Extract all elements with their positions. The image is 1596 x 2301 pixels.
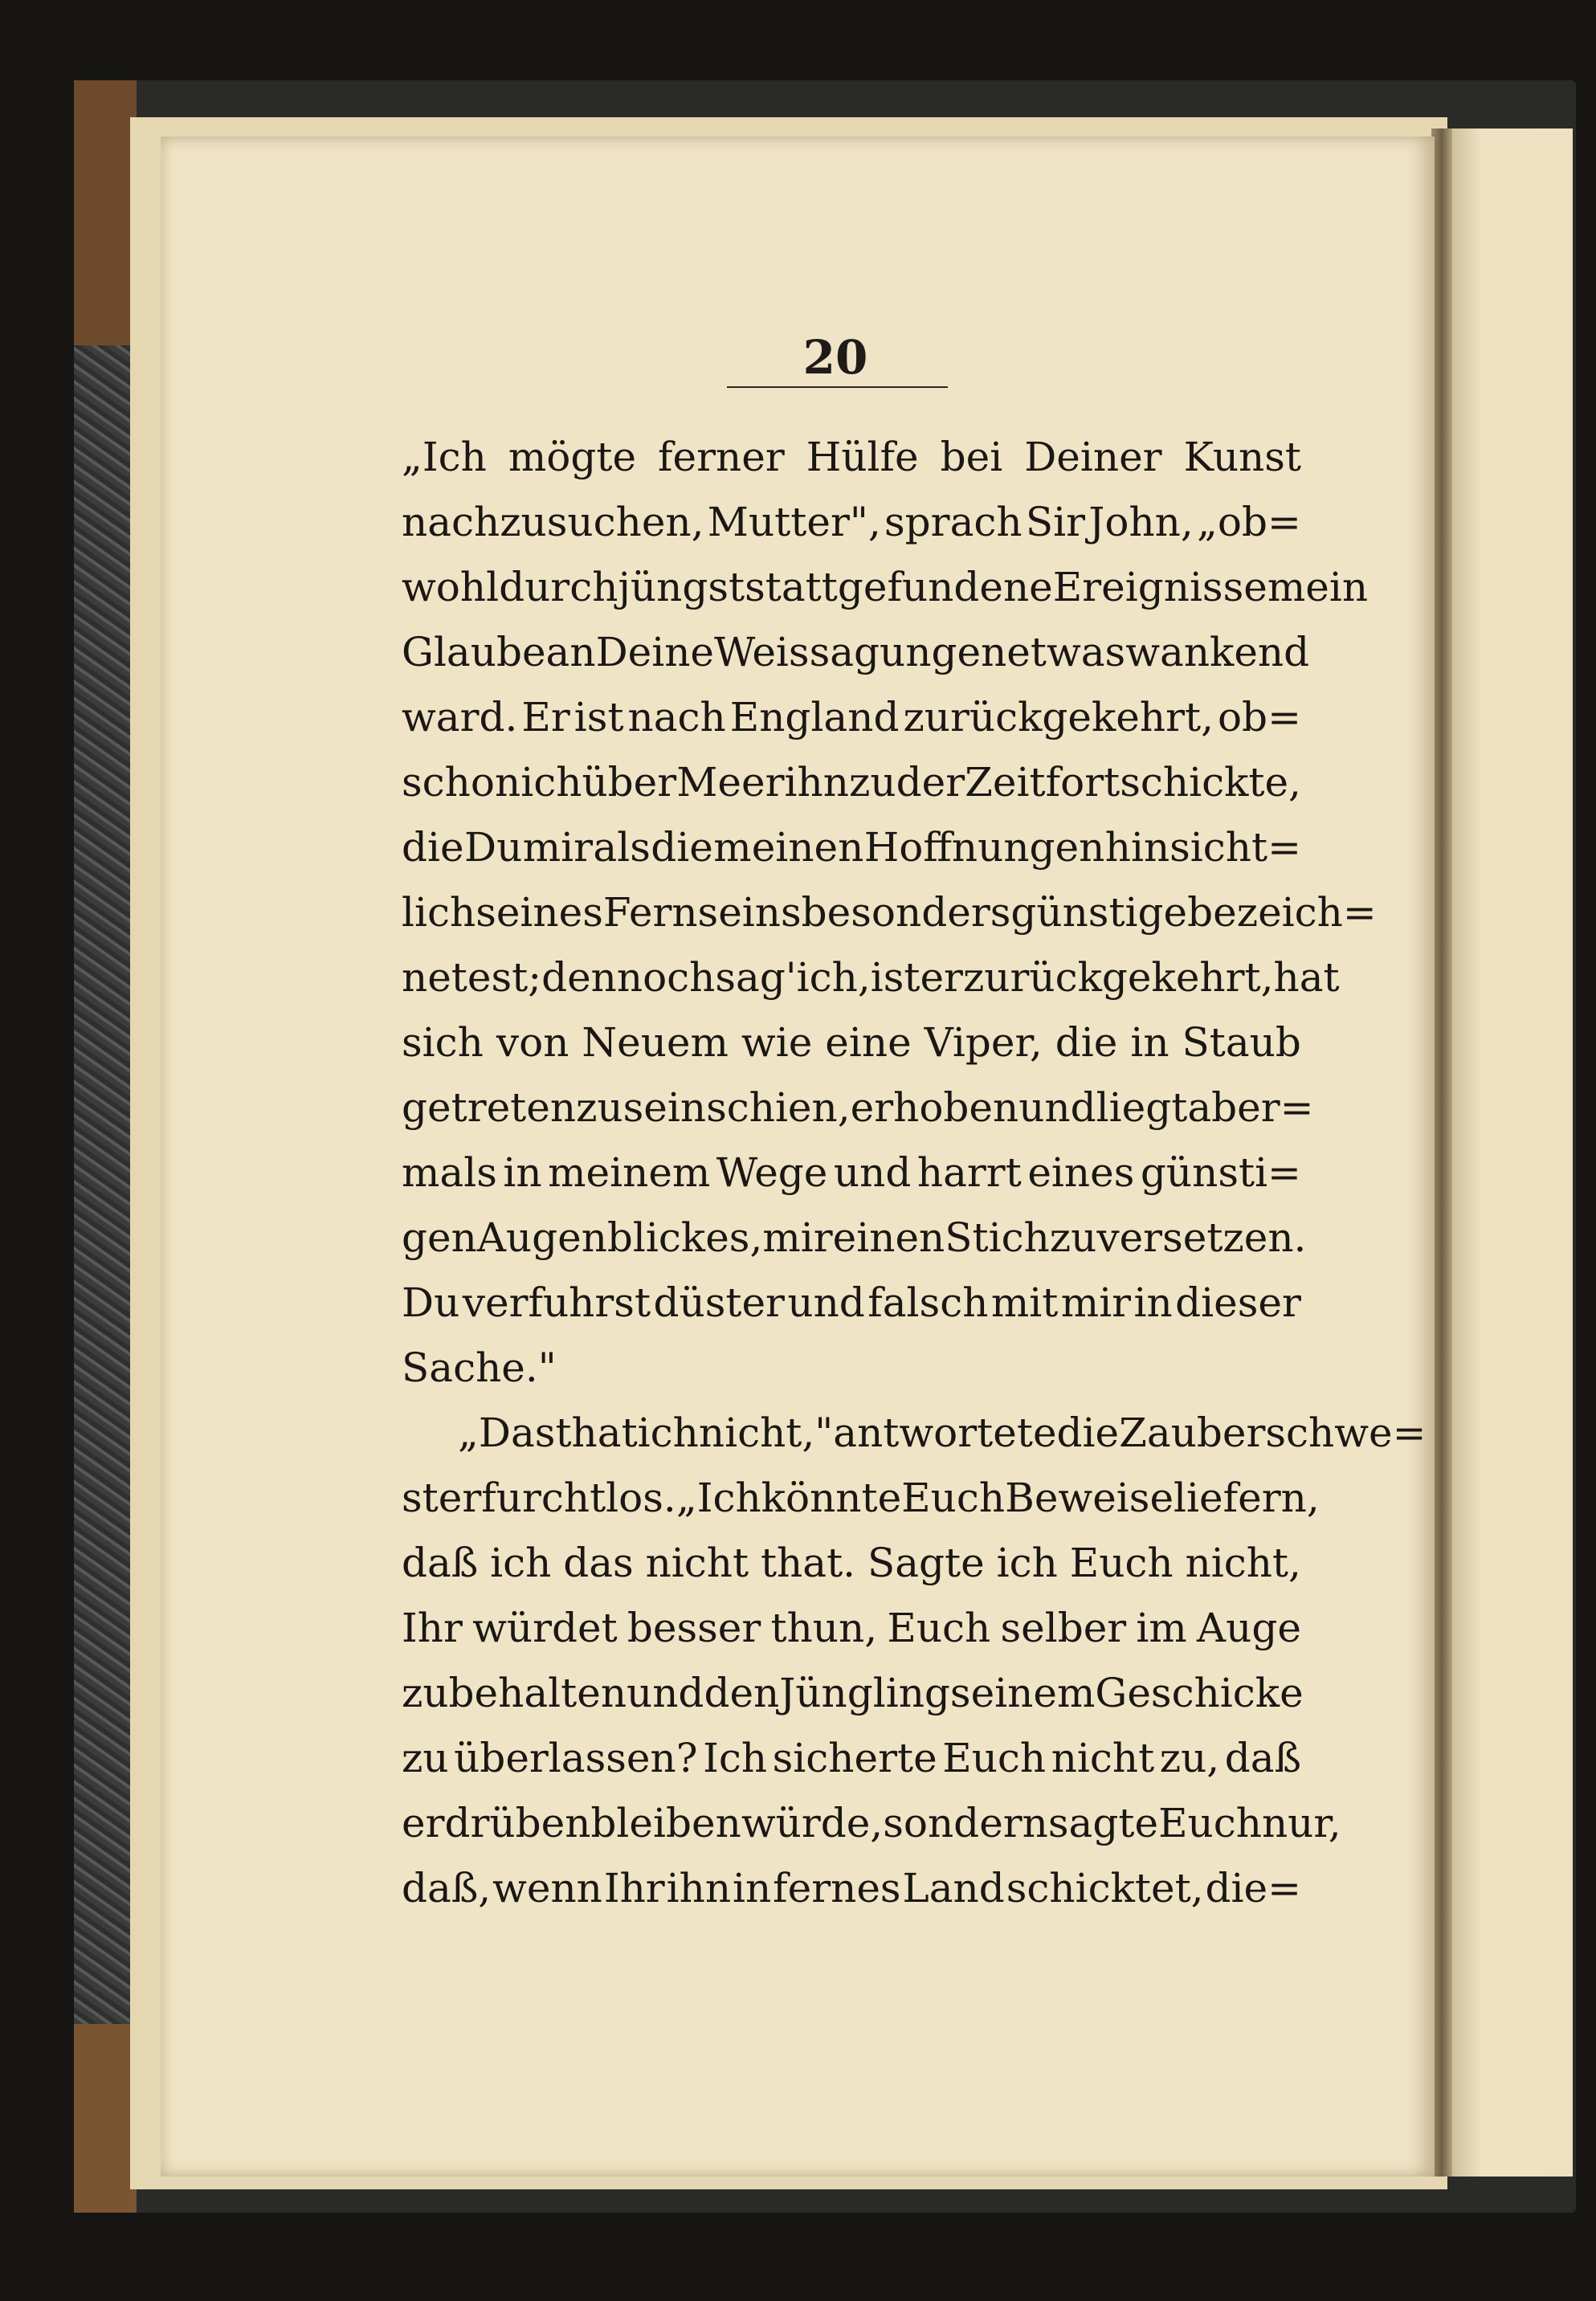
word: netest; xyxy=(402,953,542,1001)
word: in xyxy=(732,1864,772,1911)
word: Euch xyxy=(1158,1799,1262,1846)
word: zu xyxy=(849,758,896,806)
word: fernes xyxy=(773,1864,901,1911)
word: schicktet, xyxy=(1006,1864,1204,1911)
text-line xyxy=(402,619,1310,684)
word: bezeich= xyxy=(1187,888,1377,936)
word: ich xyxy=(996,1539,1058,1586)
leather-corner-bottom xyxy=(74,2024,137,2213)
word: liefern, xyxy=(1174,1474,1320,1521)
word: Ihr xyxy=(402,1604,463,1651)
word: behalten xyxy=(448,1669,627,1716)
word: England xyxy=(729,693,900,740)
word: würdet xyxy=(472,1604,618,1651)
word: Deine xyxy=(595,628,715,675)
word: daß xyxy=(1224,1734,1301,1781)
text-line xyxy=(402,1660,1304,1725)
word: selber xyxy=(1000,1604,1127,1651)
word: meinen xyxy=(713,823,864,871)
word: sein xyxy=(622,1083,707,1131)
word: zurückgekehrt, xyxy=(903,693,1214,740)
word: aber= xyxy=(1187,1083,1314,1131)
word: besonders xyxy=(801,888,1011,936)
word: ist xyxy=(870,953,920,1001)
text-line xyxy=(402,1075,1314,1140)
text-line xyxy=(402,1790,1341,1855)
word: Du xyxy=(402,1279,460,1326)
marbled-cover-edge xyxy=(74,345,137,2024)
word: schien, xyxy=(706,1083,851,1131)
text-line xyxy=(402,1855,1301,1920)
word: verfuhrst xyxy=(462,1279,651,1326)
word: und xyxy=(1018,1083,1096,1131)
text-line xyxy=(402,1270,1301,1335)
word: mir xyxy=(1060,1279,1132,1326)
word: Euch xyxy=(942,1734,1047,1781)
word: wankend xyxy=(1125,628,1310,675)
word: ferner xyxy=(658,433,785,480)
word: in xyxy=(503,1148,542,1196)
word: günstige xyxy=(1010,888,1188,936)
word: dennoch xyxy=(541,953,716,1001)
word: Euch xyxy=(1069,1539,1174,1586)
text-line xyxy=(402,424,1301,489)
text-line xyxy=(402,814,1301,879)
word: nicht," xyxy=(698,1409,834,1456)
word: Mutter", xyxy=(707,498,881,545)
word: zurückgekehrt, xyxy=(962,953,1274,1001)
word: sich xyxy=(402,1018,484,1066)
word: Er xyxy=(521,693,570,740)
word: und xyxy=(627,1669,704,1716)
word: that xyxy=(555,1409,638,1456)
text-line xyxy=(402,1595,1301,1660)
word: Beweise xyxy=(1005,1474,1174,1521)
word: Hülfe xyxy=(806,433,919,480)
word: getreten xyxy=(402,1083,577,1131)
word: that. xyxy=(760,1539,856,1586)
word: ihn xyxy=(784,758,849,806)
word: sagte xyxy=(1047,1799,1159,1846)
word: John, xyxy=(1088,498,1194,545)
word: Augenblickes, xyxy=(476,1214,763,1261)
word: versetzen. xyxy=(1096,1214,1307,1261)
word: harrt xyxy=(916,1148,1022,1196)
word: „Ich xyxy=(676,1474,761,1521)
word: günsti= xyxy=(1140,1148,1301,1196)
word: Auge xyxy=(1197,1604,1301,1651)
word: Neuem xyxy=(582,1018,729,1066)
word: seines xyxy=(476,888,603,936)
word: Sir xyxy=(1025,498,1086,545)
word: nicht xyxy=(1051,1734,1155,1781)
text-line xyxy=(402,1465,1320,1530)
word: wenn xyxy=(492,1864,602,1911)
word: sprach xyxy=(884,498,1023,545)
word: Meer xyxy=(676,758,785,806)
word: „Ich xyxy=(402,433,487,480)
word: im xyxy=(1136,1604,1187,1651)
word: sag' xyxy=(715,953,797,1001)
word: liegt xyxy=(1096,1083,1188,1131)
word: Wege xyxy=(716,1148,828,1196)
word: mit xyxy=(990,1279,1059,1326)
word: seinem xyxy=(949,1669,1096,1716)
word: eines xyxy=(1027,1148,1135,1196)
word: Jüngling xyxy=(779,1669,950,1716)
word: daß xyxy=(402,1539,479,1586)
word: Viper, xyxy=(924,1018,1043,1066)
text-line xyxy=(402,944,1340,1010)
word: nach xyxy=(627,693,726,740)
word: ob= xyxy=(1217,693,1301,740)
word: Weissagungen xyxy=(714,628,1007,675)
word: besser xyxy=(627,1604,761,1651)
facing-page-edge xyxy=(1452,129,1573,2177)
word: hat xyxy=(1273,953,1340,1001)
text-line xyxy=(402,684,1301,749)
word: nur, xyxy=(1261,1799,1341,1846)
word: nachzusuchen, xyxy=(402,498,704,545)
word: Land xyxy=(902,1864,1005,1911)
word: als xyxy=(593,823,651,871)
text-line xyxy=(402,749,1301,814)
word: einen xyxy=(832,1214,945,1261)
text-line xyxy=(402,1010,1301,1075)
header-rule xyxy=(727,386,948,388)
word: daß, xyxy=(402,1864,492,1911)
leather-corner-top xyxy=(74,80,137,345)
word: Ereignisse xyxy=(1052,563,1267,610)
word: ster xyxy=(402,1474,482,1521)
word: wie xyxy=(741,1018,813,1066)
word: ich, xyxy=(796,953,871,1001)
word: düster xyxy=(653,1279,785,1326)
word: sondern xyxy=(883,1799,1048,1846)
text-line xyxy=(402,879,1377,944)
word: fortschickte, xyxy=(1045,758,1301,806)
word: schon xyxy=(402,758,521,806)
word: zu xyxy=(402,1734,449,1781)
word: antwortete xyxy=(833,1409,1057,1456)
word: die xyxy=(651,823,713,871)
word: jüngst xyxy=(618,563,745,610)
word: stattgefundene xyxy=(745,563,1053,610)
word: über xyxy=(582,758,677,806)
word: Hoffnungen xyxy=(863,823,1105,871)
word: Geschicke xyxy=(1095,1669,1304,1716)
word: meinem xyxy=(548,1148,711,1196)
word: Euch xyxy=(887,1604,991,1651)
word: sicherte xyxy=(772,1734,937,1781)
word: ist xyxy=(573,693,624,740)
word: würde, xyxy=(741,1799,884,1846)
word: nicht xyxy=(645,1539,749,1586)
word: Sagte xyxy=(867,1539,985,1586)
word: Zeit xyxy=(965,758,1046,806)
word: falsch xyxy=(867,1279,989,1326)
word: erhoben xyxy=(850,1083,1019,1131)
word: durch xyxy=(499,563,618,610)
word: die xyxy=(402,823,464,871)
word: bei xyxy=(940,433,1003,480)
word: er xyxy=(920,953,963,1001)
word: hinsicht= xyxy=(1104,823,1301,871)
word: eine xyxy=(825,1018,912,1066)
text-line xyxy=(402,489,1301,554)
word: mals xyxy=(402,1148,497,1196)
word: gen xyxy=(402,1214,477,1261)
word: er xyxy=(402,1799,445,1846)
word: Ihr xyxy=(603,1864,665,1911)
word: bleiben xyxy=(590,1799,741,1846)
word: in xyxy=(1133,1279,1173,1326)
word: die xyxy=(1056,1409,1120,1456)
page-text xyxy=(402,424,1427,1920)
word: und xyxy=(787,1279,865,1326)
word: ihn xyxy=(666,1864,732,1911)
word: Kunst xyxy=(1183,433,1301,480)
word: Du xyxy=(464,823,523,871)
page-number: 20 xyxy=(802,330,868,385)
text-line xyxy=(402,1205,1307,1270)
word: thun, xyxy=(770,1604,878,1651)
word: „ob= xyxy=(1197,498,1301,545)
word: mögte xyxy=(508,433,637,480)
text-line xyxy=(402,1400,1427,1465)
word: Fernseins xyxy=(602,888,802,936)
word: mein xyxy=(1267,563,1369,610)
word: mir xyxy=(522,823,594,871)
word: furchtlos. xyxy=(481,1474,676,1521)
word: der xyxy=(896,758,965,806)
word: zu xyxy=(402,1669,449,1716)
word: nicht, xyxy=(1185,1539,1301,1586)
word: Euch xyxy=(901,1474,1006,1521)
word: Ich xyxy=(703,1734,768,1781)
word: Stich xyxy=(945,1214,1050,1261)
word: könnte xyxy=(761,1474,902,1521)
text-line: Sache." xyxy=(402,1344,557,1391)
word: ward. xyxy=(402,693,518,740)
word: zu, xyxy=(1159,1734,1220,1781)
word: ich xyxy=(637,1409,699,1456)
word: an xyxy=(545,628,596,675)
word: die= xyxy=(1205,1864,1301,1911)
text-line xyxy=(402,1530,1301,1595)
word: wohl xyxy=(402,563,500,610)
word: in xyxy=(1130,1018,1169,1066)
word: Deiner xyxy=(1024,433,1162,480)
word: Zauberschwe= xyxy=(1119,1409,1427,1456)
word: das xyxy=(563,1539,634,1586)
word: „Das xyxy=(458,1409,556,1456)
word: drüben xyxy=(444,1799,591,1846)
word: ich xyxy=(490,1539,552,1586)
word: Glaube xyxy=(402,628,546,675)
word: die xyxy=(1055,1018,1118,1066)
word: den xyxy=(704,1669,780,1716)
word: zu xyxy=(1049,1214,1097,1261)
word: etwas xyxy=(1006,628,1126,675)
word: von xyxy=(496,1018,569,1066)
word: überlassen? xyxy=(454,1734,698,1781)
word: zu xyxy=(576,1083,623,1131)
word: dieser xyxy=(1175,1279,1301,1326)
text-line xyxy=(402,1725,1301,1790)
word: ich xyxy=(520,758,582,806)
text-line xyxy=(402,554,1369,619)
word: Staub xyxy=(1182,1018,1301,1066)
word: mir xyxy=(762,1214,833,1261)
word: lich xyxy=(402,888,476,936)
word: und xyxy=(833,1148,912,1196)
text-line xyxy=(402,1140,1301,1205)
